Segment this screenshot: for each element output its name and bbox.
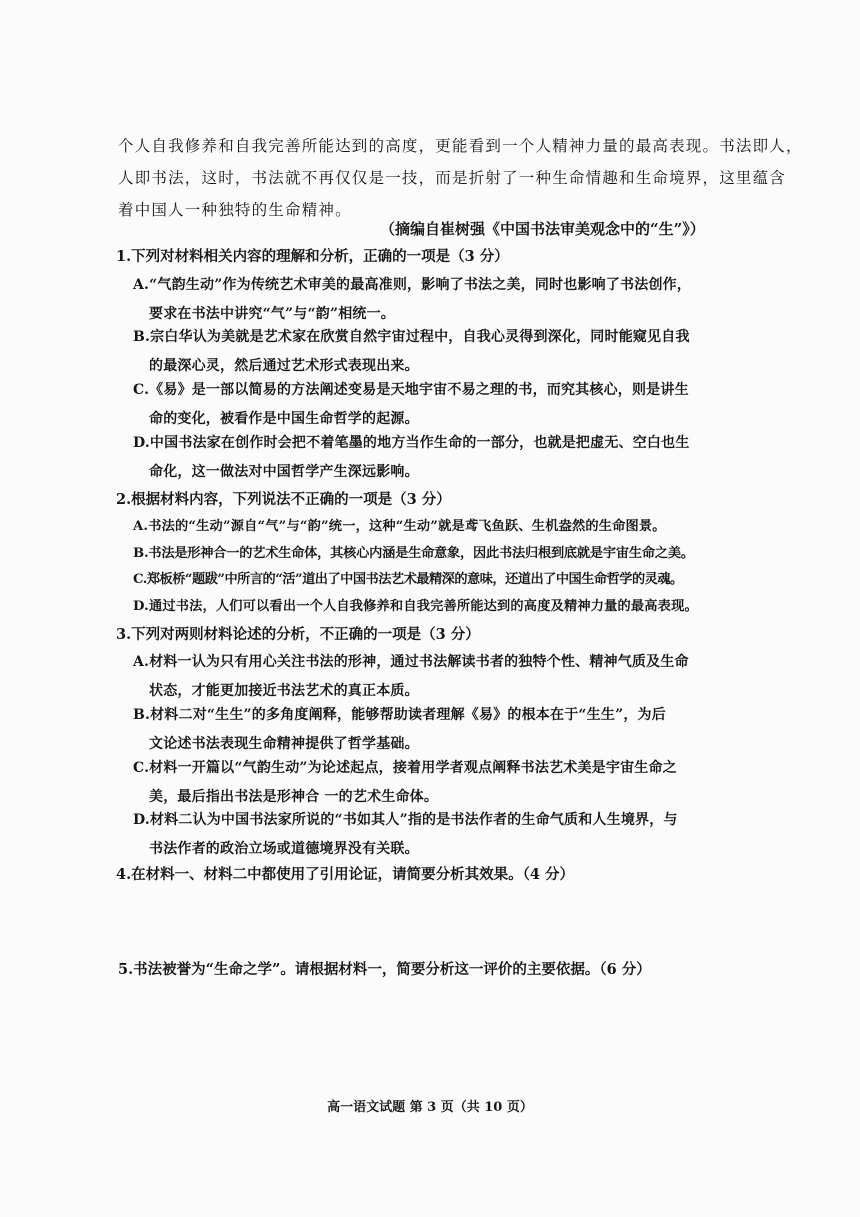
option-text-continued: 命的变化，被看作是中国生命哲学的起源。: [149, 411, 419, 427]
passage-line: 个人自我修养和自我完善所能达到的高度，更能看到一个人精神力量的最高表现。书法即人，: [118, 137, 803, 155]
question-3-option-c[interactable]: [133, 754, 753, 812]
question-3-option-a[interactable]: [133, 648, 753, 706]
question-1-option-d[interactable]: [133, 429, 753, 487]
question-2-stem: 2.根据材料内容，下列说法不正确的一项是（3 分）: [116, 491, 451, 508]
option-text: A.材料一认为只有用心关注书法的形神，通过书法解读书者的独特个性、精神气质及生命: [133, 654, 689, 670]
question-3-option-b[interactable]: [133, 701, 753, 759]
option-text-continued: 要求在书法中讲究“气”与“韵”相统一。: [149, 306, 396, 322]
option-text: C.材料一开篇以“气韵生动”为论述起点，接着用学者观点阐释书法艺术美是宇宙生命之: [133, 760, 677, 776]
option-text-continued: 美，最后指出书法是形神合 一的艺术生命体。: [149, 789, 439, 805]
question-2-option-c[interactable]: [133, 565, 753, 594]
option-text-continued: 命化，这一做法对中国哲学产生深远影响。: [149, 464, 419, 480]
passage-line: 着中国人一种独特的生命精神。: [118, 201, 352, 219]
question-2-option-d[interactable]: [133, 592, 753, 621]
option-text: B.书法是形神合一的艺术生命体，其核心内涵是生命意象，因此书法归根到底就是宇宙生命之美。: [133, 546, 694, 561]
question-3-option-d[interactable]: [133, 806, 753, 864]
option-text: D.材料二认为中国书法家所说的“书如其人”指的是书法作者的生命气质和人生境界，与: [133, 812, 678, 828]
option-text-continued: 文论述书法表现生命精神提供了哲学基础。: [149, 736, 419, 752]
question-1-option-a[interactable]: [133, 271, 753, 329]
question-5-stem: 5.书法被誉为“生命之学”。请根据材料一，简要分析这一评价的主要依据。（6 分）: [118, 961, 651, 978]
option-text-continued: 状态，才能更加接近书法艺术的真正本质。: [149, 683, 419, 699]
option-text: D.中国书法家在创作时会把不着笔墨的地方当作生命的一部分，也就是把虚无、空白也生: [133, 435, 690, 451]
option-text: A.“气韵生动”作为传统艺术审美的最高准则，影响了书法之美，同时也影响了书法创作，: [133, 277, 692, 293]
question-4-stem: 4.在材料一、材料二中都使用了引用论证，请简要分析其效果。（4 分）: [116, 866, 575, 883]
source-citation: （摘编自崔树强《中国书法审美观念中的“生”》）: [380, 220, 705, 238]
option-text: C.郑板桥“题跋”中所言的“活”道出了中国书法艺术最精深的意味，还道出了中国生命哲学的灵魂。: [133, 572, 683, 587]
question-1-option-c[interactable]: [133, 376, 753, 434]
option-text-continued: 书法作者的政治立场或道德境界没有关联。: [149, 841, 419, 857]
option-text: B.材料二对“生生”的多角度阐释，能够帮助读者理解《易》的根本在于“生生”，为后: [133, 707, 666, 723]
option-text-continued: 的最深心灵，然后通过艺术形式表现出来。: [149, 358, 419, 374]
option-text: C.《易》是一部以简易的方法阐述变易是天地宇宙不易之理的书，而究其核心，则是讲生: [133, 382, 689, 398]
option-text: A.书法的“生动”源自“气”与“韵”统一，这种“生动”就是鸢飞鱼跃、生机盎然的生命图景。: [133, 519, 666, 534]
page-footer: 高一语文试题 第 3 页（共 10 页）: [327, 1100, 533, 1115]
question-1-stem: 1.下列对材料相关内容的理解和分析，正确的一项是（3 分）: [116, 248, 509, 265]
question-3-stem: 3.下列对两则材料论述的分析，不正确的一项是（3 分）: [116, 626, 480, 643]
option-text: D.通过书法，人们可以看出一个人自我修养和自我完善所能达到的高度及精神力量的最高表现。: [133, 599, 698, 614]
option-text: B.宗白华认为美就是艺术家在欣赏自然宇宙过程中，自我心灵得到深化，同时能窥见自我: [133, 329, 690, 345]
question-2-option-a[interactable]: [133, 512, 753, 541]
question-2-option-b[interactable]: [133, 539, 753, 568]
passage-paragraph: [118, 130, 803, 226]
question-1-option-b[interactable]: [133, 323, 753, 381]
passage-line: 人即书法，这时，书法就不再仅仅是一技，而是折射了一种生命情趣和生命境界，这里蕴含: [118, 169, 787, 187]
